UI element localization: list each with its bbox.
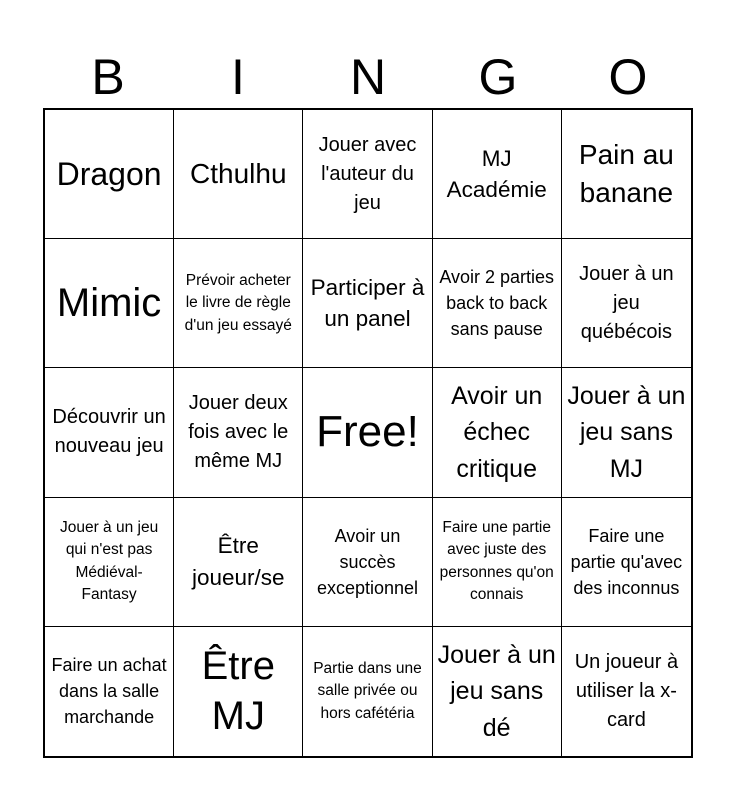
bingo-board xyxy=(43,108,693,758)
bingo-cell[interactable]: Jouer à un jeu sans dé xyxy=(433,627,562,756)
bingo-cell[interactable]: Être joueur/se xyxy=(174,498,303,627)
header-letter-o: O xyxy=(608,49,648,105)
bingo-cell[interactable]: Partie dans une salle privée ou hors cafétéria xyxy=(303,627,432,756)
bingo-cell[interactable]: Être MJ xyxy=(174,627,303,756)
bingo-cell[interactable]: Faire une partie avec juste des personnes qu'on connais xyxy=(433,498,562,627)
bingo-cell[interactable]: Avoir un échec critique xyxy=(433,368,562,497)
bingo-cell[interactable]: Prévoir acheter le livre de règle d'un jeu essayé xyxy=(174,239,303,368)
bingo-cell-free[interactable]: Free! xyxy=(303,368,432,497)
bingo-cell[interactable]: Un joueur à utiliser la x-card xyxy=(574,650,679,731)
bingo-cell[interactable]: Jouer à un jeu québécois xyxy=(562,239,691,368)
bingo-cell[interactable]: Jouer à un jeu qui n'est pas Médiéval-Fantasy xyxy=(45,498,174,627)
bingo-cell[interactable]: Jouer à un jeu sans MJ xyxy=(562,368,691,497)
bingo-cell[interactable]: Dragon xyxy=(45,110,174,239)
bingo-header xyxy=(43,46,693,108)
bingo-cell[interactable]: Pain au banane xyxy=(562,110,691,239)
bingo-cell[interactable]: Faire une partie qu'avec des inconnus xyxy=(562,498,691,627)
header-letter-i: I xyxy=(231,49,245,105)
bingo-cell[interactable]: Jouer avec l'auteur du jeu xyxy=(303,110,432,239)
header-letter-b: B xyxy=(91,49,125,105)
bingo-cell[interactable]: Avoir un succès exceptionnel xyxy=(303,498,432,627)
bingo-cell[interactable]: Avoir 2 parties back to back sans pause xyxy=(433,239,562,368)
header-letter-n: N xyxy=(349,49,387,105)
bingo-cell[interactable]: Découvrir un nouveau jeu xyxy=(45,368,174,497)
bingo-cell[interactable]: Mimic xyxy=(45,239,174,368)
bingo-cell[interactable]: Cthulhu xyxy=(174,110,303,239)
header-letter-g: G xyxy=(478,49,518,105)
bingo-cell[interactable]: MJ Académie xyxy=(433,110,562,239)
bingo-cell[interactable]: Participer à un panel xyxy=(303,239,432,368)
bingo-cell[interactable]: Faire un achat dans la salle marchande xyxy=(45,627,174,756)
bingo-cell[interactable]: Jouer deux fois avec le même MJ xyxy=(174,368,303,497)
